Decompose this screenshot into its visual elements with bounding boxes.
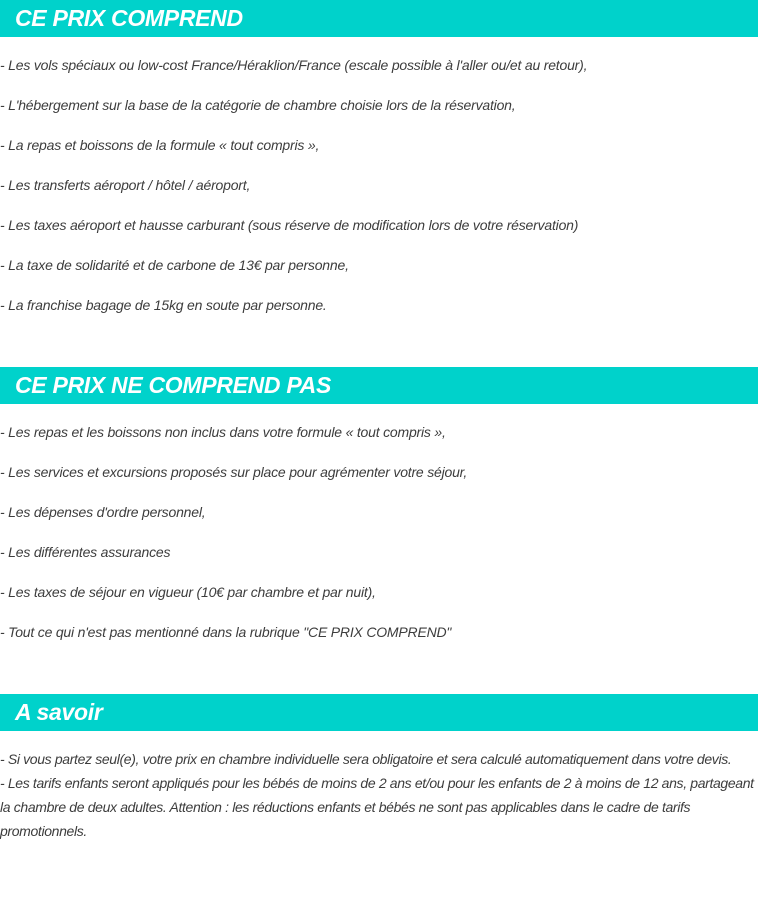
section-header-a-savoir: A savoir bbox=[0, 694, 758, 731]
list-item: - Les transferts aéroport / hôtel / aéroport, bbox=[0, 177, 251, 193]
list-item: - La taxe de solidarité et de carbone de 13€ par personne, bbox=[0, 257, 349, 273]
a-savoir-paragraph: - Si vous partez seul(e), votre prix en chambre individuelle sera obligatoire et sera calculé automatiquement dans votre devis. bbox=[0, 751, 732, 767]
list-item: - Les taxes de séjour en vigueur (10€ par chambre et par nuit), bbox=[0, 584, 376, 600]
list-item: - Les taxes aéroport et hausse carburant (sous réserve de modification lors de votre réservation) bbox=[0, 217, 579, 233]
a-savoir-text bbox=[0, 747, 754, 843]
list-item: - L'hébergement sur la base de la catégorie de chambre choisie lors de la réservation, bbox=[0, 97, 516, 113]
list-item: - Tout ce qui n'est pas mentionné dans la rubrique "CE PRIX COMPREND" bbox=[0, 624, 452, 640]
list-item: - Les dépenses d'ordre personnel, bbox=[0, 504, 206, 520]
list-item: - La repas et boissons de la formule « tout compris », bbox=[0, 137, 320, 153]
list-item: - Les repas et les boissons non inclus dans votre formule « tout compris », bbox=[0, 424, 446, 440]
not-included-list bbox=[0, 412, 758, 652]
included-list bbox=[0, 45, 758, 325]
list-item: - Les services et excursions proposés sur place pour agrémenter votre séjour, bbox=[0, 464, 468, 480]
section-header-included: CE PRIX COMPREND bbox=[0, 0, 758, 37]
list-item: - Les vols spéciaux ou low-cost France/Héraklion/France (escale possible à l'aller ou/et au retour), bbox=[0, 57, 588, 73]
a-savoir-paragraph: - Les tarifs enfants seront appliqués pour les bébés de moins de 2 ans et/ou pour les enfants de 2 à moins de 12 ans, partageant la chambre de deux adultes. Attention : les réductions enfants et bébés ne sont pas applicables dans le cadre de tarifs promotionnels. bbox=[0, 775, 754, 839]
list-item: - La franchise bagage de 15kg en soute par personne. bbox=[0, 297, 327, 313]
list-item: - Les différentes assurances bbox=[0, 544, 171, 560]
section-header-not-included: CE PRIX NE COMPREND PAS bbox=[0, 367, 758, 404]
